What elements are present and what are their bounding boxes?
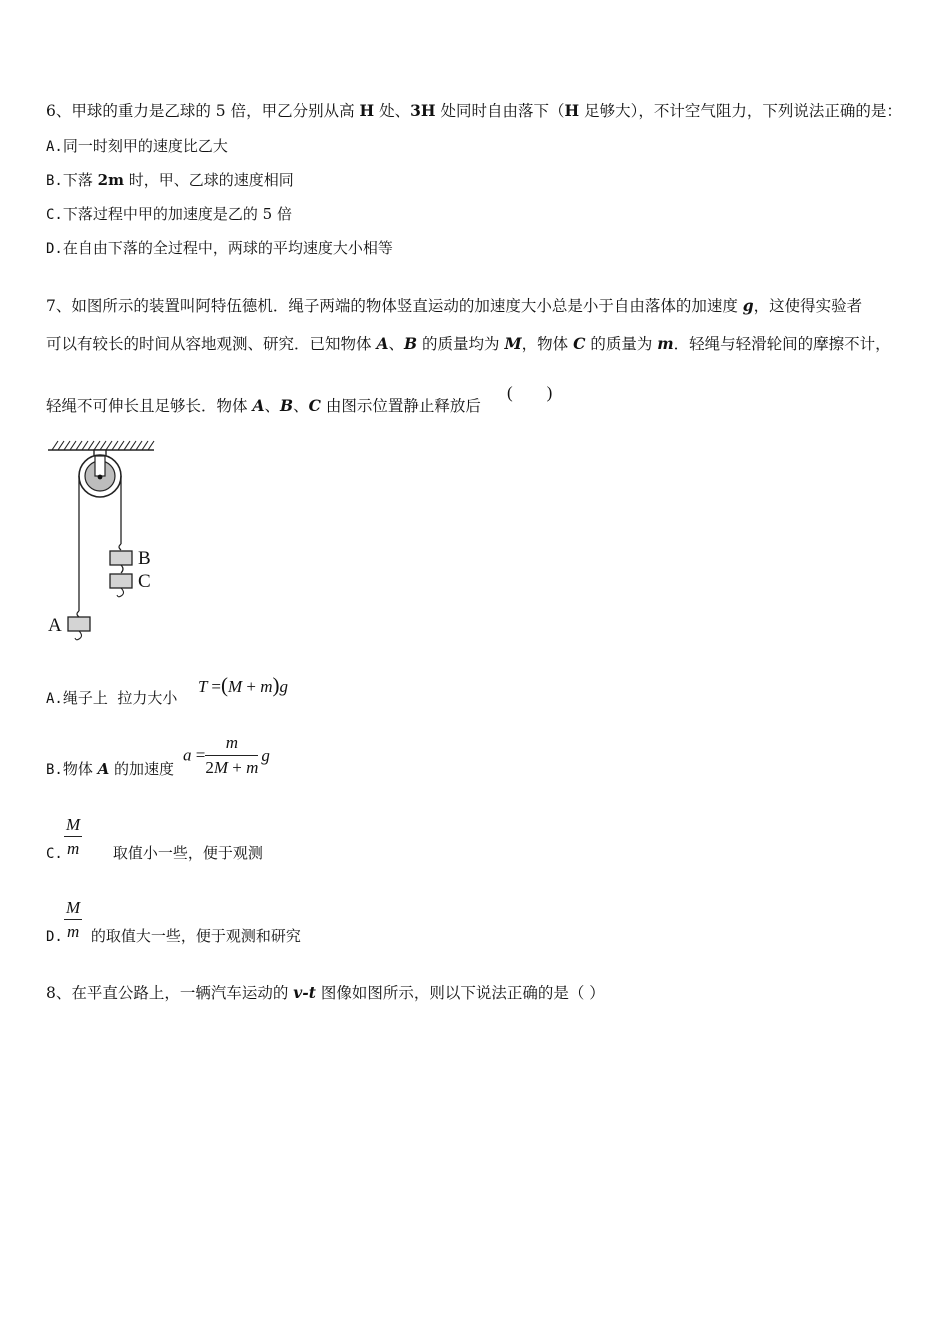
block-a [68,617,90,631]
q7-option-b [46,759,174,780]
atwood-machine-figure [44,436,174,646]
ratio-m-small: m [66,922,80,941]
q7-line3-text-1: 轻绳不可伸长且足够长．物体 [46,397,253,415]
hook-a [77,611,79,617]
ratio-numerator [64,815,82,837]
label-c: C [138,571,151,592]
q7-line2-m-small: m [657,334,674,353]
fraction-numerator [205,733,258,756]
q6-stem [46,101,902,121]
hook-a-bottom [75,631,82,640]
q7-option-b-a: A [97,760,110,778]
q6-option-b-letter: B. [46,173,63,189]
q7-option-c-text: 取值小一些，便于观测 [112,844,263,862]
q7-option-c-letter: C. [46,846,63,862]
q7-stem-line-1 [46,296,862,316]
q6-option-c-letter: C. [46,207,63,223]
q6-option-b-text-1: 下落 [62,171,98,189]
q7-line2-text-1: 可以有较长的时间从容地观测、研究．已知物体 [46,335,377,353]
q7-line3-sep-2: 、 [293,397,309,415]
numerator-m: m [225,733,238,752]
q7-option-c [46,843,263,864]
q7-line1-g: g [742,296,754,315]
ratio-numerator [64,898,82,920]
label-b: B [138,548,151,569]
q6-option-a-letter: A. [46,139,63,155]
q7-line2-m-big: M [504,334,522,353]
q6-option-d-text: 在自由下落的全过程中，两球的平均速度大小相等 [62,239,393,257]
pulley-axle [98,475,103,480]
pulley-bracket [95,456,105,476]
q6-stem-text-2: 处、 [374,102,411,120]
formula-equals: = [211,677,221,696]
q6-stem-h2: H [564,101,580,120]
q6-option-d-letter: D. [46,241,63,257]
formula-right-paren: ) [272,673,280,697]
q8-stem-text-1: 8、在平直公路上，一辆汽车运动的 [46,984,294,1002]
q6-option-c [46,204,292,225]
q7-option-b-letter: B. [46,762,63,778]
q7-option-a-letter: A. [46,691,63,707]
label-a: A [48,615,62,636]
q6-stem-text-3: 处同时自由落下（ [435,102,565,120]
fraction-denominator [205,756,258,778]
formula-m-big: M [228,677,243,696]
q7-line3-sep-1: 、 [264,397,280,415]
ratio-m-big: M [66,898,81,917]
block-b [110,551,132,565]
q7-line2-text-2: 的质量均为 [417,335,505,353]
q6-option-c-text: 下落过程中甲的加速度是乙的 5 倍 [62,205,292,223]
q7-line2-text-4: 的质量为 [585,335,658,353]
q7-line2-sep: 、 [388,335,404,353]
q7-line2-text-3: ，物体 [521,335,574,353]
q6-option-a-text: 同一时刻甲的速度比乙大 [62,137,228,155]
formula-t: T [198,677,208,696]
q7-option-b-text-2: 的加速度 [109,760,175,778]
q7-stem-line-3 [46,396,481,416]
formula-g: g [279,677,289,696]
den-m-big: M [213,758,229,777]
q7-line3-c: C [308,396,321,415]
hook-b [119,544,121,550]
q7-line2-c: C [573,334,586,353]
q7-line2-text-5: ．轻绳与轻滑轮间的摩擦不计， [673,335,891,353]
q7-option-b-text-1: 物体 [62,760,98,778]
hook-c-bottom [117,588,124,597]
formula-g: g [261,745,270,765]
q7-line1-text-1: 7、如图所示的装置叫阿特伍德机．绳子两端的物体竖直运动的加速度大小总是小于自由落体的加速度 [46,297,743,315]
q8-stem-text-2: 图像如图所示，则以下说法正确的是（ ） [315,984,605,1002]
ratio-m-small: m [66,839,80,858]
q7-option-d [46,926,301,947]
q7-line3-b: B [279,396,294,415]
q8-vt: v-t [293,983,316,1002]
formula-m-small: m [260,677,273,696]
q7-option-a-text: 绳子上 拉力大小 [62,689,178,707]
q6-option-d [46,238,393,259]
formula-fraction [205,733,258,778]
q7-line2-b: B [403,334,418,353]
q7-option-a [46,688,177,709]
q6-stem-text-4: 足够大），不计空气阻力，下列说法正确的是： [579,102,902,120]
block-c [110,574,132,588]
formula-equals: = [195,745,206,765]
q7-line3-a: A [252,396,265,415]
den-m-small: m [246,758,259,777]
q6-option-a [46,136,228,157]
q7-option-d-text: 的取值大一些，便于观测和研究 [90,927,301,945]
q7-line1-text-2: ，这使得实验者 [753,297,863,315]
q7-line3-text-2: 由图示位置静止释放后 [320,397,481,415]
q6-stem-h: H [359,101,375,120]
q6-stem-text-1: 6、甲球的重力是乙球的 5 倍，甲乙分别从高 [46,102,360,120]
q7-option-d-letter: D. [46,929,63,945]
formula-a: a [183,745,192,765]
q8-stem [46,983,605,1003]
hook-c [121,565,123,573]
formula-plus: + [246,677,257,696]
q6-option-b [46,170,294,191]
q7-answer-parentheses: ( ) [507,383,553,402]
den-two: 2 [205,758,214,777]
q7-option-a-formula [198,675,288,697]
q7-line2-a: A [376,334,389,353]
ceiling-hatching [52,441,154,450]
q7-option-b-formula [183,733,270,778]
formula-left-paren: ( [221,673,228,697]
q6-option-b-text-2: 时，甲、乙球的速度相同 [123,171,294,189]
ratio-m-big: M [66,815,81,834]
q6-stem-3h: 3H [410,101,436,120]
q6-option-b-distance: 2m [97,171,124,189]
den-plus: + [232,758,242,777]
q7-stem-line-2 [46,334,891,354]
